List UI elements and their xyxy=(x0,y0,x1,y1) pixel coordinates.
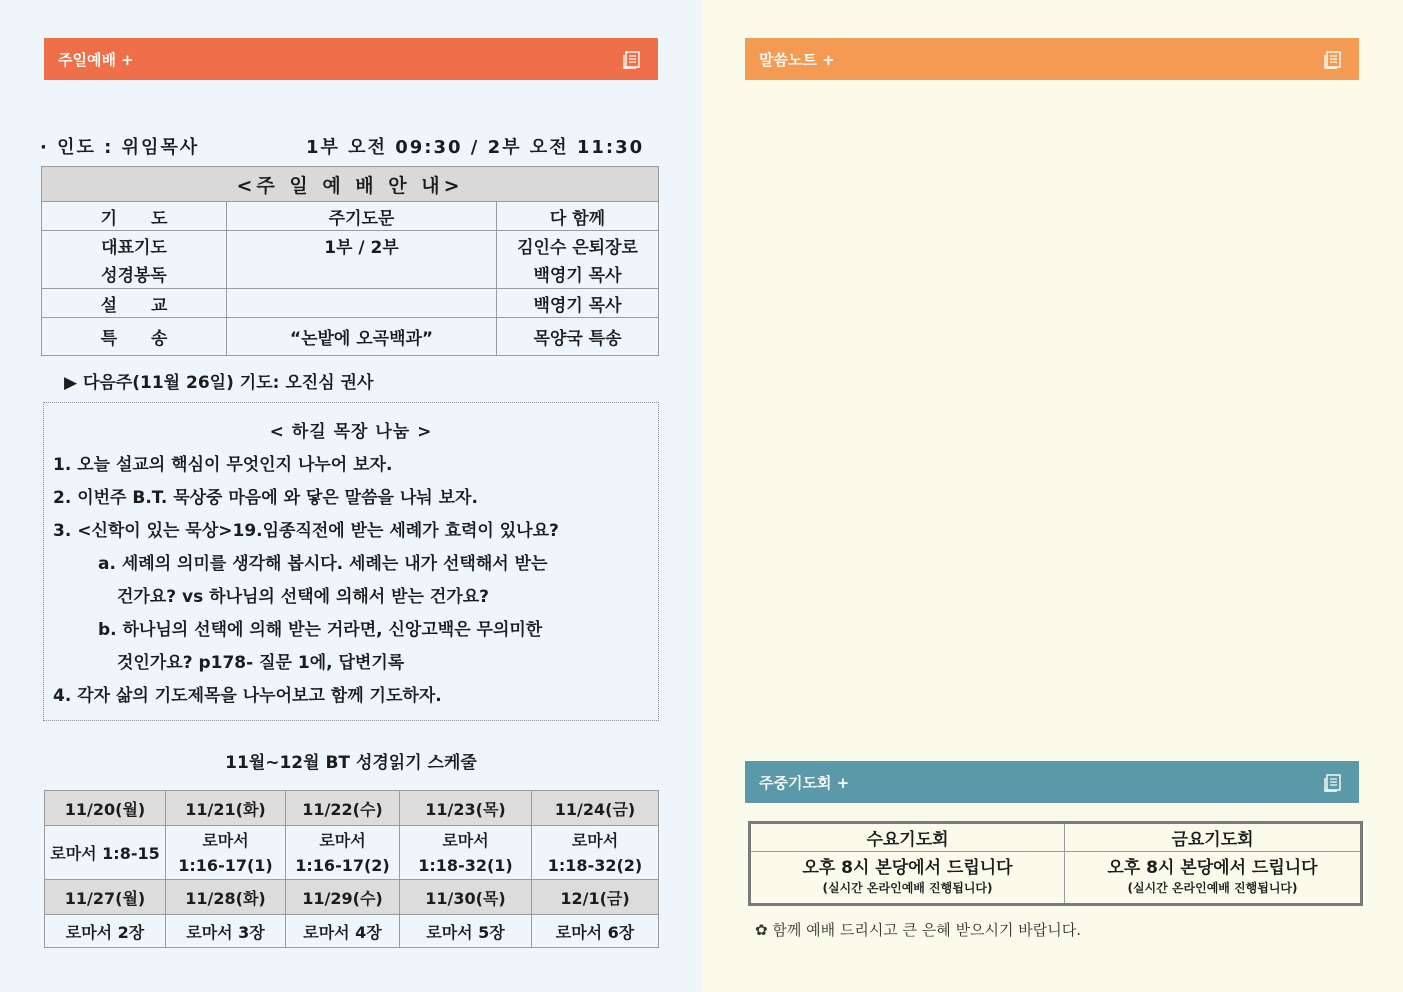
sermon-note-header[interactable] xyxy=(745,38,1359,80)
reading-cell: 로마서 4장 xyxy=(286,915,400,948)
reading-cell: 로마서 3장 xyxy=(166,915,286,948)
person-cell: 목양국 특송 xyxy=(497,318,659,356)
reading-verse: 1:16-17(1) xyxy=(166,853,286,880)
person-cell: 김인수 은퇴장로 xyxy=(497,231,659,260)
table-row xyxy=(45,915,659,948)
sharing-line: 건가요? vs 하나님의 선택에 의해서 받는 건가요? xyxy=(117,587,490,607)
reading-book: 로마서 xyxy=(286,826,400,853)
prayer-time: 오후 8시 본당에서 드립니다 xyxy=(802,857,1013,878)
weekday-prayer-header-label: 주중기도회 + xyxy=(759,773,850,792)
date-cell: 12/1(금) xyxy=(532,880,659,915)
sharing-line: 1. 오늘 설교의 핵심이 무엇인지 나누어 보자. xyxy=(53,455,393,475)
date-cell: 11/30(목) xyxy=(400,880,532,915)
role-cell: 특 송 xyxy=(42,318,227,356)
table-row xyxy=(42,260,659,289)
worship-table-title: <주 일 예 배 안 내> xyxy=(42,167,659,202)
weekday-prayer-table xyxy=(748,821,1363,906)
worship-order-table xyxy=(41,166,659,356)
reading-book: 로마서 xyxy=(166,826,286,853)
sunday-worship-header-label: 주일예배 + xyxy=(58,50,134,69)
reading-cell: 로마서 2장 xyxy=(45,915,166,948)
sharing-line: 4. 각자 삶의 기도제목을 나누어보고 함께 기도하자. xyxy=(53,686,442,706)
table-row xyxy=(42,318,659,356)
date-cell: 11/20(월) xyxy=(45,791,166,826)
sharing-line: b. 하나님의 선택에 의해 받는 거라면, 신앙고백은 무의미한 xyxy=(98,620,543,640)
service-info-line xyxy=(40,133,660,159)
table-row xyxy=(45,880,659,915)
service-times: 1부 오전 09:30 / 2부 오전 11:30 xyxy=(306,137,645,158)
table-row xyxy=(45,826,659,853)
detail-cell: 주기도문 xyxy=(227,202,497,231)
table-row xyxy=(750,823,1362,852)
document-list-icon[interactable] xyxy=(622,49,642,69)
person-cell: 백영기 목사 xyxy=(497,289,659,318)
reading-verse: 1:18-32(1) xyxy=(400,853,532,880)
date-cell: 11/24(금) xyxy=(532,791,659,826)
sharing-title: < 하길 목장 나눔 > xyxy=(269,422,433,442)
date-cell: 11/22(수) xyxy=(286,791,400,826)
table-row xyxy=(750,852,1362,905)
prayer-time: 오후 8시 본당에서 드립니다 xyxy=(1107,857,1318,878)
table-row xyxy=(42,202,659,231)
weekday-prayer-header[interactable] xyxy=(745,761,1359,803)
table-row xyxy=(42,289,659,318)
reading-cell: 로마서 5장 xyxy=(400,915,532,948)
document-list-icon[interactable] xyxy=(1323,772,1343,792)
date-cell: 11/23(목) xyxy=(400,791,532,826)
document-list-icon[interactable] xyxy=(1323,49,1343,69)
table-row xyxy=(45,791,659,826)
schedule-title: 11월~12월 BT 성경읽기 스케줄 xyxy=(225,753,477,773)
prayer-name-cell: 수요기도회 xyxy=(750,823,1065,852)
leader-text: · 인도 : 위임목사 xyxy=(40,137,200,158)
detail-cell xyxy=(227,260,497,289)
date-cell: 11/27(월) xyxy=(45,880,166,915)
sharing-line: a. 세례의 의미를 생각해 봅시다. 세례는 내가 선택해서 받는 xyxy=(98,554,548,574)
detail-cell xyxy=(227,289,497,318)
reading-verse: 1:18-32(2) xyxy=(532,853,659,880)
table-row xyxy=(42,231,659,260)
prayer-detail-cell xyxy=(1065,852,1362,905)
role-cell: 대표기도 xyxy=(42,231,227,260)
reading-book: 로마서 xyxy=(532,826,659,853)
reading-verse: 1:16-17(2) xyxy=(286,853,400,880)
role-cell: 설 교 xyxy=(42,289,227,318)
person-cell: 다 함께 xyxy=(497,202,659,231)
reading-book: 로마서 xyxy=(400,826,532,853)
sharing-line: 3. <신학이 있는 묵상>19.임종직전에 받는 세례가 효력이 있나요? xyxy=(53,521,559,541)
detail-cell: 1부 / 2부 xyxy=(227,231,497,260)
sharing-line: 것인가요? p178- 질문 1에, 답변기록 xyxy=(117,653,405,673)
date-cell: 11/21(화) xyxy=(166,791,286,826)
person-cell: 백영기 목사 xyxy=(497,260,659,289)
role-cell: 성경봉독 xyxy=(42,260,227,289)
prayer-name-cell: 금요기도회 xyxy=(1065,823,1362,852)
sharing-line: 2. 이번주 B.T. 묵상중 마음에 와 닿은 말씀을 나눠 보자. xyxy=(53,488,478,508)
sermon-note-header-label: 말씀노트 + xyxy=(759,50,835,69)
prayer-note: (실시간 온라인예배 진행됩니다) xyxy=(822,880,993,895)
sunday-worship-header[interactable] xyxy=(44,38,658,80)
detail-cell: “논밭에 오곡백과” xyxy=(227,318,497,356)
prayer-detail-cell xyxy=(750,852,1065,905)
date-cell: 11/28(화) xyxy=(166,880,286,915)
closing-message: ✿ 함께 예배 드리시고 큰 은혜 받으시기 바랍니다. xyxy=(755,921,1082,939)
bt-schedule-table xyxy=(44,790,659,948)
prayer-note: (실시간 온라인예배 진행됩니다) xyxy=(1127,880,1298,895)
next-week-prayer: ▶ 다음주(11월 26일) 기도: 오진심 권사 xyxy=(64,373,374,393)
role-cell: 기 도 xyxy=(42,202,227,231)
date-cell: 11/29(수) xyxy=(286,880,400,915)
reading-cell: 로마서 1:8-15 xyxy=(45,826,166,880)
reading-cell: 로마서 6장 xyxy=(532,915,659,948)
sharing-box xyxy=(43,402,659,721)
